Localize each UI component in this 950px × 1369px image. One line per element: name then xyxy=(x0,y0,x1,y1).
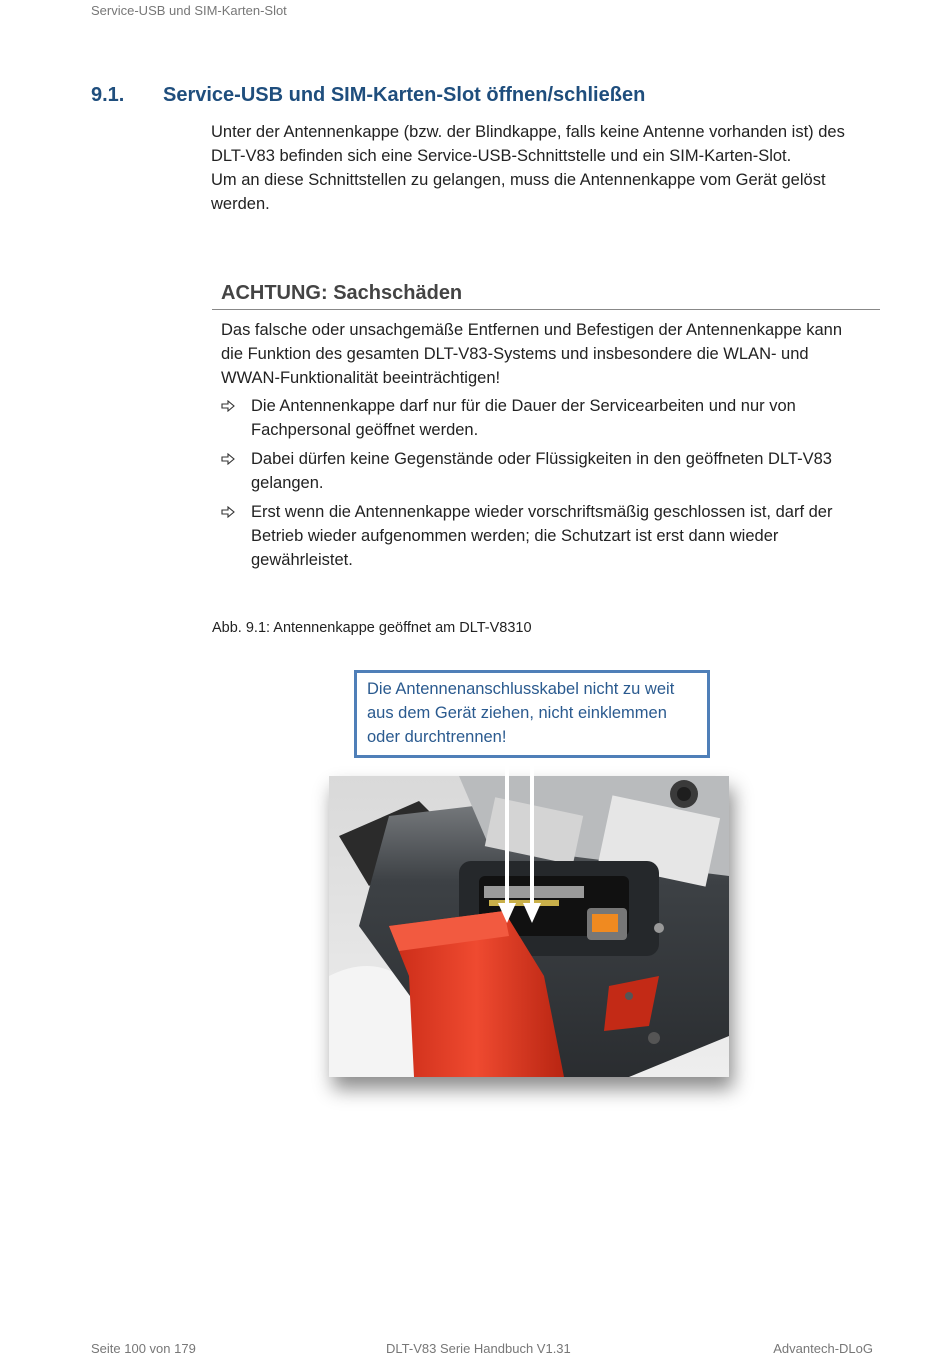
list-item-line: Erst wenn die Antennenkappe wieder vorschriftsmäßig geschlossen ist, darf der xyxy=(251,503,833,521)
company-name: Advantech-DLoG xyxy=(773,1341,873,1356)
arrow-right-icon xyxy=(221,400,235,412)
warning-box xyxy=(212,282,880,577)
callout-line: aus dem Gerät ziehen, nicht einklemmen xyxy=(367,704,667,722)
cable-arrows xyxy=(495,763,545,933)
callout-line: oder durchtrennen! xyxy=(367,728,507,746)
list-item xyxy=(221,500,880,572)
list-item-line: gelangen. xyxy=(251,474,324,492)
list-item-line: Dabei dürfen keine Gegenstände oder Flüssigkeiten in den geöffneten DLT-V83 xyxy=(251,450,832,468)
section-heading xyxy=(91,84,645,107)
callout-line: Die Antennenanschlusskabel nicht zu weit xyxy=(367,680,675,698)
figure-caption: Abb. 9.1: Antennenkappe geöffnet am DLT-V8310 xyxy=(212,620,532,636)
warning-body xyxy=(212,310,880,572)
warning-line: WWAN-Funktionalität beeinträchtigen! xyxy=(221,369,501,387)
list-item-line: Betrieb wieder aufgenommen werden; die Schutzart ist erst dann wieder xyxy=(251,527,779,545)
warning-title: ACHTUNG: Sachschäden xyxy=(212,282,880,310)
running-header: Service-USB und SIM-Karten-Slot xyxy=(91,3,287,18)
page-number: Seite 100 von 179 xyxy=(91,1341,196,1356)
section-title: Service-USB und SIM-Karten-Slot öffnen/schließen xyxy=(163,84,646,106)
warning-callout xyxy=(354,670,710,758)
list-item xyxy=(221,447,880,495)
intro-paragraph xyxy=(211,120,881,216)
warning-list xyxy=(221,394,880,572)
list-item-line: Die Antennenkappe darf nur für die Dauer der Servicearbeiten und nur von xyxy=(251,397,796,415)
intro-line: DLT-V83 befinden sich eine Service-USB-Schnittstelle und ein SIM-Karten-Slot. xyxy=(211,147,792,165)
warning-line: die Funktion des gesamten DLT-V83-Systems und insbesondere die WLAN- und xyxy=(221,345,809,363)
intro-line: Unter der Antennenkappe (bzw. der Blindkappe, falls keine Antenne vorhanden ist) des xyxy=(211,123,845,141)
intro-line: Um an diese Schnittstellen zu gelangen, muss die Antennenkappe vom Gerät gelöst xyxy=(211,171,826,189)
list-item xyxy=(221,394,880,442)
list-item-line: Fachpersonal geöffnet werden. xyxy=(251,421,479,439)
document-title: DLT-V83 Serie Handbuch V1.31 xyxy=(386,1341,571,1356)
arrow-right-icon xyxy=(221,453,235,465)
arrow-right-icon xyxy=(221,506,235,518)
list-item-line: gewährleistet. xyxy=(251,551,353,569)
warning-line: Das falsche oder unsachgemäße Entfernen und Befestigen der Antennenkappe kann xyxy=(221,321,843,339)
intro-line: werden. xyxy=(211,195,270,213)
section-number: 9.1. xyxy=(91,84,125,106)
